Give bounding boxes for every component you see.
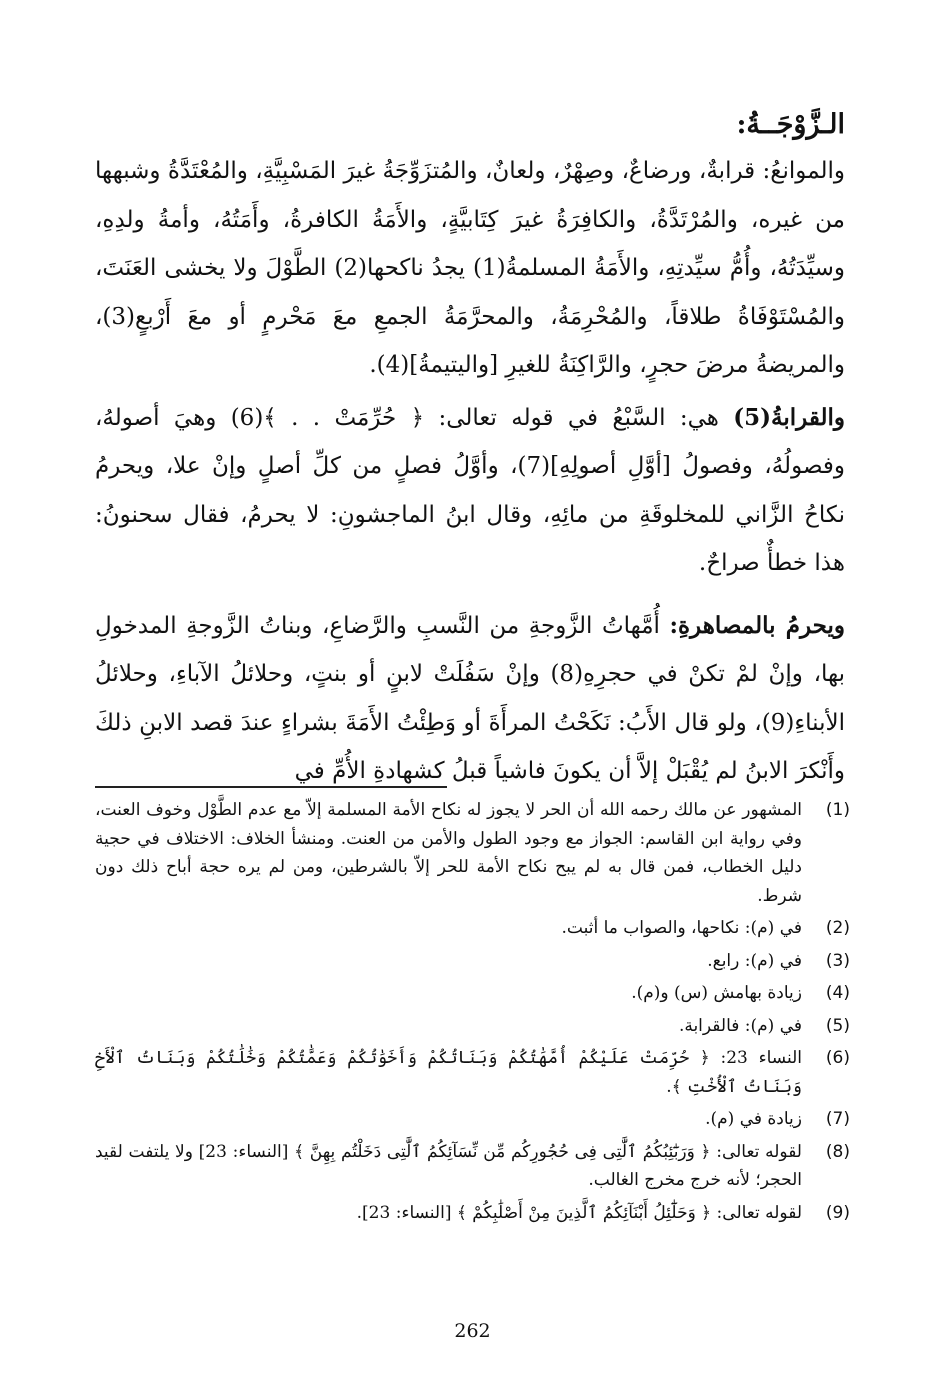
body-text xyxy=(95,147,845,796)
footnote xyxy=(95,1138,850,1195)
paragraph-marriage-relation xyxy=(95,602,845,796)
footnote xyxy=(95,914,850,943)
footnote xyxy=(95,1012,850,1041)
footnote-number: (6) xyxy=(825,1048,850,1068)
footnote-number: (9) xyxy=(825,1202,850,1223)
footnote-text: زيادة بهامش (س) و(م). xyxy=(631,983,802,1003)
paragraph-impediments: والموانعُ: قرابةٌ، ورضاعٌ، وصِهْرٌ، ولعانٌ، والمُتزَوِّجَةُ غيرَ المَسْبِيَّةِ، والمُعْتَدَّةُ وشبهها من غيره، والمُرْتَدَّةُ، والكافِرَةُ غيرَ كِتَابيَّةٍ، والأَمَةُ الكافرةُ، وأَمَتُهُ، وأمةُ ولدِهِ، وسيِّدَتُهُ، وأُمُّ سيِّدتِهِ، والأَمَةُ المسلمةُ(1) يجدُ ناكحها(2) الطَّوْلَ ولا يخشى العَنَتَ، والمُسْتَوْفَاةُ طلاقاً، والمُحْرِمَةُ، والمحرَّمَةُ الجمعِ معَ مَحْرمٍ أو معَ أَرْبعٍ(3)، والمريضةُ مرضَ حجرٍ، والرَّاكِنَةُ للغيرِ [واليتيمةُ](4). xyxy=(95,158,845,378)
footnote xyxy=(95,1199,850,1228)
footnote-text: لقوله تعالى: ﴿ وَرَبَٰٓئِبُكُمُ ٱلَّٰتِى فِى حُجُورِكُم مِّن نِّسَآئِكُمُ ٱلَّٰتِى دَخَلْتُم بِهِنَّ ﴾ [النساء: 23] ولا يلتفت لقيد الحجر؛ لأنه خرج مخرج الغالب. xyxy=(95,1141,802,1190)
section-heading: الـزَّوْجَــةُ: xyxy=(736,109,845,140)
footnote-text: في (م): فالقرابة. xyxy=(678,1015,802,1036)
footnote-separator xyxy=(95,786,447,788)
footnote-text: في (م): نكاحها، والصواب ما أثبت. xyxy=(561,918,802,938)
lead-marriage-relation: ويحرمُ بالمصاهرةِ: xyxy=(669,611,845,639)
footnote-number: (2) xyxy=(825,918,850,938)
paragraph-marriage-relation-text: أُمَّهاتُ الزَّوجةِ من النَّسبِ والرَّضاعِ، وبناتُ الزَّوجةِ المدخولِ بها، وإنْ لمْ تكنْ في حجرِهِ(8) وإنْ سَفُلَتْ لابنٍ أو بنتٍ، وحلائلُ الآباءِ، وحلائلُ الأبناءِ(9)، ولو قال الأَبُ: نَكَحْتُ المرأَةَ أو وَطِئْتُ الأَمَةَ بشراءٍ عندَ قصد الابنِ ذلكَ وأَنْكرَ الابنُ لم يُقْبَلْ إلاَّ أن يكونَ فاشياً قبلُ كشهادةِ الأُمِّ في xyxy=(95,612,845,784)
footnote-text: المشهور عن مالك رحمه الله أن الحر لا يجوز له نكاح الأمة المسلمة إلاّ مع عدم الطَّوْل وخوف العنت، وفي رواية ابن القاسم: الجواز مع وجود الطول والأمن من العنت. ومنشأ الخلاف: الاختلاف في حجية دليل الخطاب، فمن قال به لم يبح نكاح الأمة للحر إلاّ بالشرطين، ومن لم يره حجة أباح ذلك دون شرط. xyxy=(95,800,802,906)
footnote-text: زيادة في (م). xyxy=(705,1109,802,1129)
paragraph-kinship-text: هي: السَّبْعُ في قوله تعالى: ﴿ حُرِّمَتْ . . ﴾(6) وهيَ أصولهُ، وفصولُهُ، وفصولُ [أوَّلِ أصولِهِ](7)، وأوَّلُ فصلٍ من كلِّ أصلٍ وإنْ علا، ويحرمُ نكاحُ الزَّاني للمخلوقَةِ من مائِهِ، وقال ابنُ الماجشونِ: لا يحرمُ، فقال سحنونُ: هذا خطأٌ صراحٌ. xyxy=(95,404,845,576)
footnote-text: النساء 23: ﴿ حُرِّمَتْ عَلَيْكُمْ أُمَّهَٰتُكُمْ وَبَنَاتُكُمْ وَأَخَوَٰتُكُمْ وَعَمَّٰتُكُمْ وَخَٰلَٰتُكُمْ وَبَنَاتُ ٱلْأَخِ وَبَنَاتُ ٱلْأُخْتِ ﴾. xyxy=(95,1048,802,1097)
footnotes xyxy=(95,796,850,1231)
footnote-text: لقوله تعالى: ﴿ وَحَلَٰٓئِلُ أَبْنَآئِكُمُ ٱلَّذِينَ مِنْ أَصْلَٰبِكُمْ ﴾ [النساء: 23]. xyxy=(356,1202,802,1223)
lead-kinship: والقرابةُ(5) xyxy=(733,403,846,431)
footnote xyxy=(95,1105,850,1134)
footnote xyxy=(95,947,850,976)
footnote xyxy=(95,796,850,910)
footnote-number: (7) xyxy=(825,1109,850,1129)
footnote-number: (1) xyxy=(825,800,850,820)
footnote-number: (3) xyxy=(825,950,850,971)
footnote-number: (4) xyxy=(825,983,850,1003)
paragraph-kinship xyxy=(95,394,845,588)
footnote xyxy=(95,979,850,1008)
footnote xyxy=(95,1044,850,1101)
footnote-text: في (م): رابع. xyxy=(707,950,802,971)
footnote-number: (8) xyxy=(825,1141,850,1162)
main-text-block xyxy=(95,105,845,800)
footnote-number: (5) xyxy=(825,1015,850,1036)
page-number: 262 xyxy=(454,1320,491,1342)
